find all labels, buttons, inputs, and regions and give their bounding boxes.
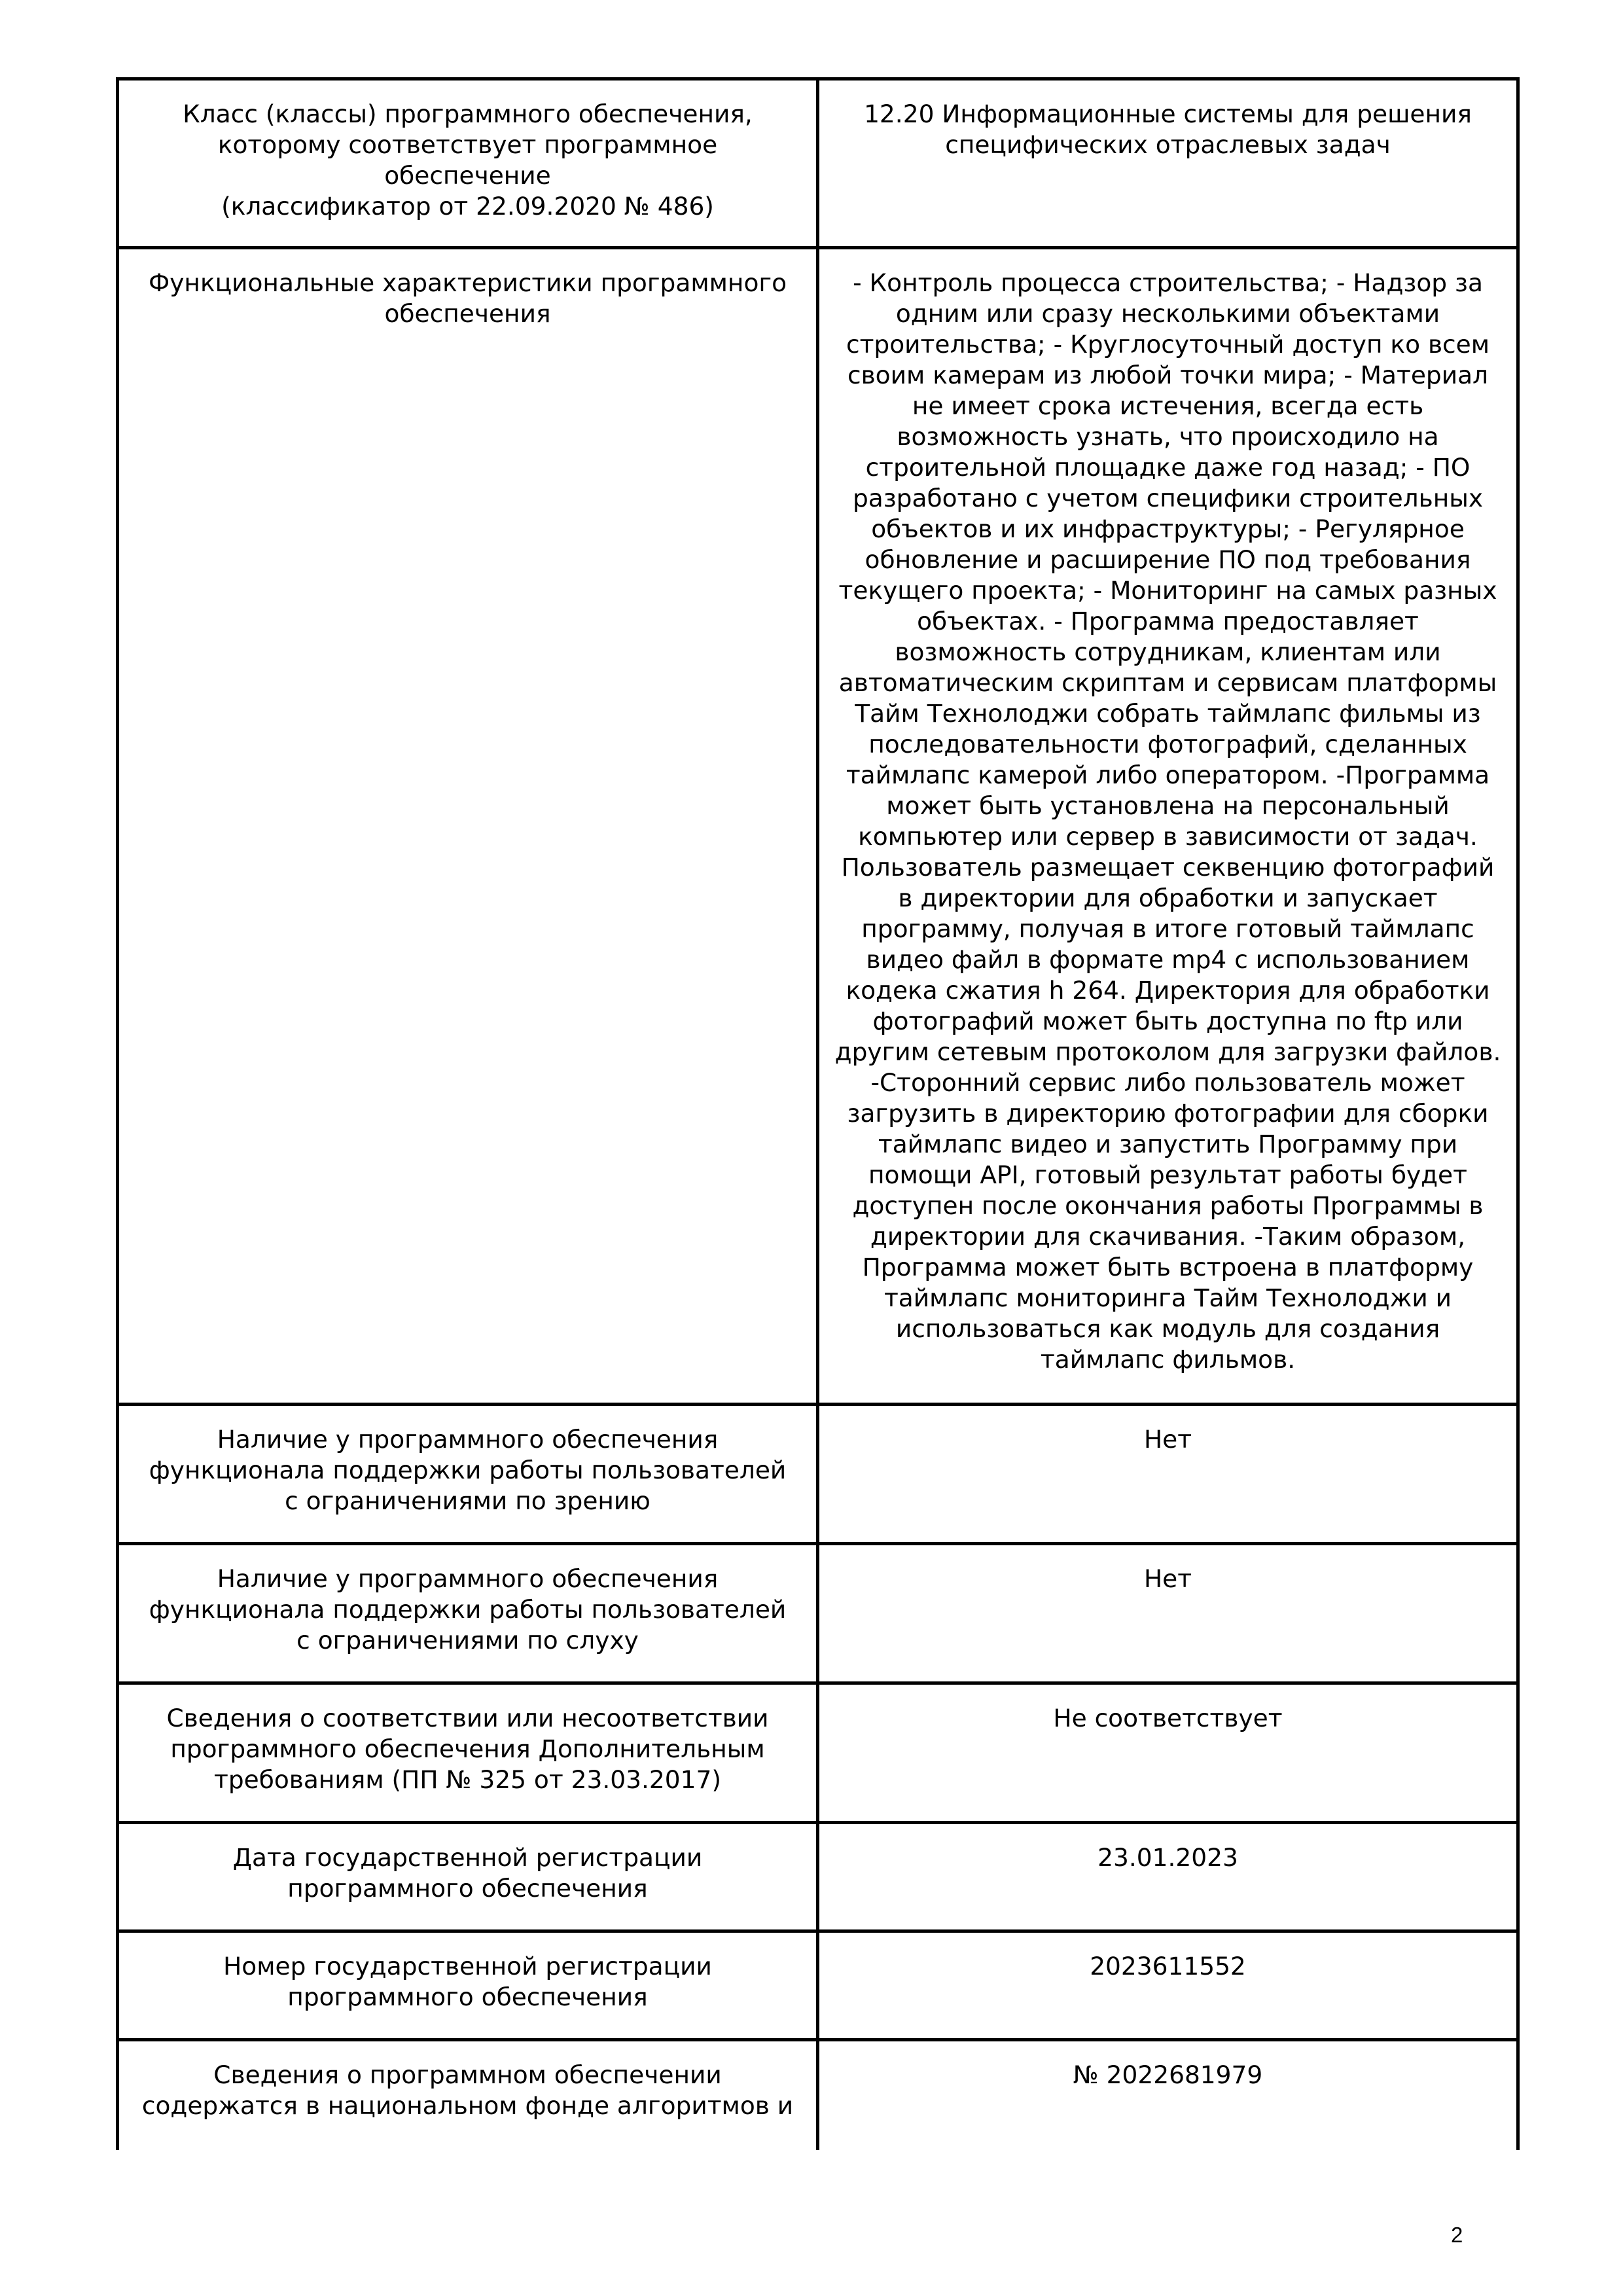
table-row-hearing-support xyxy=(118,1544,1518,1683)
value-cell: Нет xyxy=(818,1544,1518,1683)
table-row-compliance xyxy=(118,1683,1518,1823)
label-cell: Сведения о программном обеспечении содержатся в национальном фонде алгоритмов и xyxy=(118,2040,818,2151)
value-cell: 12.20 Информационные системы для решения специфических отраслевых задач xyxy=(818,79,1518,248)
table-row-software-class xyxy=(118,79,1518,248)
value-cell: № 2022681979 xyxy=(818,2040,1518,2151)
label-cell: Функциональные характеристики программного обеспечения xyxy=(118,248,818,1405)
page-number: 2 xyxy=(1451,2223,1463,2247)
table-row-vision-support xyxy=(118,1405,1518,1544)
label-cell: Наличие у программного обеспечения функционала поддержки работы пользователей с ограничениями по слуху xyxy=(118,1544,818,1683)
table-row-registration-date xyxy=(118,1823,1518,1931)
label-cell: Класс (классы) программного обеспечения, которому соответствует программное обеспечение (классификатор от 22.09.2020 № 486) xyxy=(118,79,818,248)
label-cell: Номер государственной регистрации программного обеспечения xyxy=(118,1931,818,2040)
label-cell: Наличие у программного обеспечения функционала поддержки работы пользователей с ограничениями по зрению xyxy=(118,1405,818,1544)
table-row-national-fund xyxy=(118,2040,1518,2151)
software-info-table xyxy=(116,77,1520,2150)
value-cell: 23.01.2023 xyxy=(818,1823,1518,1931)
value-cell: Нет xyxy=(818,1405,1518,1544)
table-row-registration-number xyxy=(118,1931,1518,2040)
label-cell: Сведения о соответствии или несоответствии программного обеспечения Дополнительным требованиям (ПП № 325 от 23.03.2017) xyxy=(118,1683,818,1823)
value-cell: Не соответствует xyxy=(818,1683,1518,1823)
table-row-functional-characteristics xyxy=(118,248,1518,1405)
value-cell: - Контроль процесса строительства; - Надзор за одним или сразу несколькими объектами строительства; - Круглосуточный доступ ко всем своим камерам из любой точки мира; - Материал не имеет срока истечения, всегда есть возможность узнать, что происходило на строительной площадке даже год назад; - ПО разработано с учетом специфики строительных объектов и их инфраструктуры; - Регулярное обновление и расширение ПО под требования текущего проекта; - Мониторинг на самых разных объектах. - Программа предоставляет возможность сотрудникам, клиентам или автоматическим скриптам и сервисам платформы Тайм Технолоджи собрать таймлапс фильмы из последовательности фотографий, сделанных таймлапс камерой либо оператором. -Программа может быть установлена на персональный компьютер или сервер в зависимости от задач. Пользователь размещает секвенцию фотографий в директории для обработки и запускает программу, получая в итоге готовый таймлапс видео файл в формате mp4 с использованием кодека сжатия h 264. Директория для обработки фотографий может быть доступна по ftp или другим сетевым протоколом для загрузки файлов. -Сторонний сервис либо пользователь может загрузить в директорию фотографии для сборки таймлапс видео и запустить Программу при помощи API, готовый результат работы будет доступен после окончания работы Программы в директории для скачивания. -Таким образом, Программа может быть встроена в платформу таймлапс мониторинга Тайм Технолоджи и использоваться как модуль для создания таймлапс фильмов. xyxy=(818,248,1518,1405)
label-cell: Дата государственной регистрации программного обеспечения xyxy=(118,1823,818,1931)
value-cell: 2023611552 xyxy=(818,1931,1518,2040)
